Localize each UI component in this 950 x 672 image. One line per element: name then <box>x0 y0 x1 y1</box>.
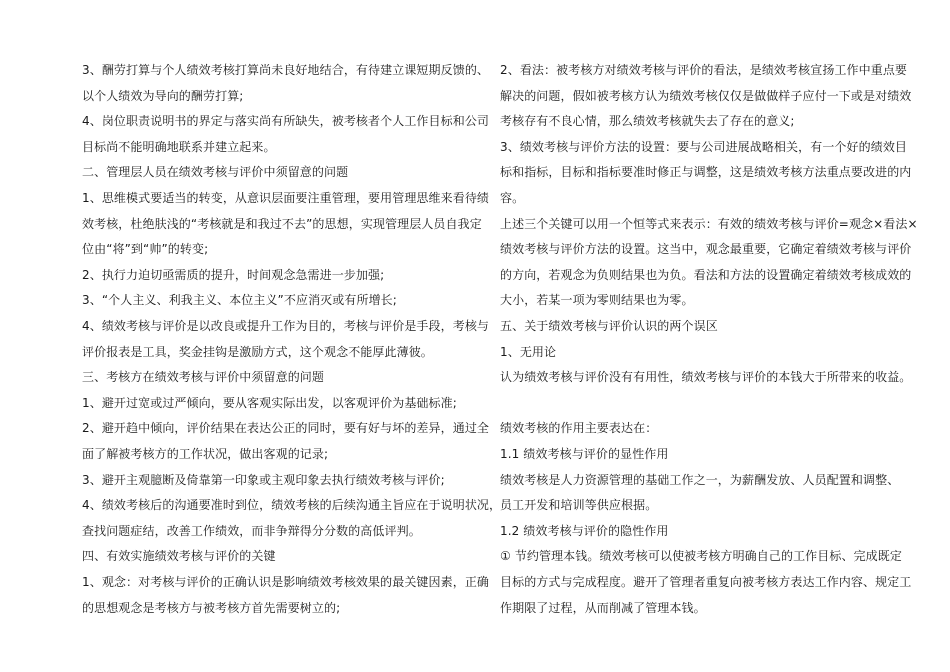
left-column-line: 3、“个人主义、利我主义、本位主义”不应消灭或有所增长; <box>82 293 397 307</box>
right-column-line: 五、关于绩效考核与评价认识的两个误区 <box>500 319 718 333</box>
right-column-line: 大小，若某一项为零则结果也为零。 <box>500 293 694 307</box>
right-column-line: 目标的方式与完成程度。避开了管理者重复向被考核方表达工作内容、规定工 <box>500 575 912 589</box>
right-column-line: 容。 <box>500 191 525 205</box>
left-column-line: 4、绩效考核后的沟通要准时到位，绩效考核的后续沟通主旨应在于说明状况， <box>82 498 502 512</box>
right-column-line: 2、看法：被考核方对绩效考核与评价的看法，是绩效考核宣扬工作中重点要 <box>500 63 908 77</box>
right-column-line: 的方向，若观念为负则结果也为负。看法和方法的设置确定着绩效考核成效的 <box>500 268 912 282</box>
right-column-line: 1.1 绩效考核与评价的显性作用 <box>500 447 669 461</box>
left-column-line: 4、岗位职责说明书的界定与落实尚有所缺失，被考核者个人工作目标和公司 <box>82 114 490 128</box>
right-column-line: 3、绩效考核与评价方法的设置：要与公司进展战略相关，有一个好的绩效目 <box>500 140 908 154</box>
left-column-line: 3、避开主观臆断及倚靠第一印象或主观印象去执行绩效考核与评价; <box>82 473 445 487</box>
left-column-line: 1、思维模式要适当的转变，从意识层面要注重管理，要用管理思维来看待绩 <box>82 191 490 205</box>
left-column-line: 面了解被考核方的工作状况，做出客观的记录; <box>82 447 329 461</box>
left-column-line: 的思想观念是考核方与被考核方首先需要树立的; <box>82 601 341 615</box>
left-column-line: 四、有效实施绩效考核与评价的关键 <box>82 549 276 563</box>
right-column-line: ① 节约管理本钱。绩效考核可以使被考核方明确自己的工作目标、完成既定 <box>500 549 902 563</box>
left-column-line: 3、酬劳打算与个人绩效考核打算尚未良好地结合，有待建立课短期反馈的、 <box>82 63 490 77</box>
left-column-line: 效考核，杜绝肤浅的“考核就是和我过不去”的思想，实现管理层人员自我定 <box>82 217 482 231</box>
left-column-line: 查找问题症结，改善工作绩效，而非争辩得分分数的高低评判。 <box>82 524 421 538</box>
left-column-line: 1、观念：对考核与评价的正确认识是影响绩效考核效果的最关键因素，正确 <box>82 575 490 589</box>
right-column-line: 员工开发和培训等供应根据。 <box>500 498 658 512</box>
left-column-line: 二、管理层人员在绩效考核与评价中须留意的问题 <box>82 165 349 179</box>
right-column-line: 1.2 绩效考核与评价的隐性作用 <box>500 524 669 538</box>
right-column-line: 绩效考核与评价方法的设置。这当中，观念最重要，它确定着绩效考核与评价 <box>500 242 912 256</box>
left-column-line: 1、避开过宽或过严倾向，要从客观实际出发，以客观评价为基础标准; <box>82 396 457 410</box>
right-column-line: 考核存有不良心情，那么绩效考核就失去了存在的意义; <box>500 114 795 128</box>
left-column-line: 目标尚不能明确地联系并建立起来。 <box>82 140 276 154</box>
left-column-line: 2、避开趋中倾向，评价结果在表达公正的同时，要有好与坏的差异，通过全 <box>82 421 490 435</box>
right-column-line: 绩效考核是人力资源管理的基础工作之一，为薪酬发放、人员配置和调整、 <box>500 473 900 487</box>
right-column-line: 1、无用论 <box>500 345 557 359</box>
right-column-line: 作期限了过程，从而削减了管理本钱。 <box>500 601 706 615</box>
left-column-line: 以个人绩效为导向的酬劳打算; <box>82 89 244 103</box>
right-column-line: 认为绩效考核与评价没有有用性，绩效考核与评价的本钱大于所带来的收益。 <box>500 370 912 384</box>
left-column-line: 位由“将”到“帅”的转变; <box>82 242 209 256</box>
left-column-line: 评价报表是工具，奖金挂钩是激励方式，这个观念不能厚此薄彼。 <box>82 345 433 359</box>
left-column-line: 2、执行力迫切亟需质的提升，时间观念急需进一步加强; <box>82 268 385 282</box>
left-column-line: 三、考核方在绩效考核与评价中须留意的问题 <box>82 370 325 384</box>
right-column-line: 绩效考核的作用主要表达在： <box>500 421 658 435</box>
left-column-line: 4、绩效考核与评价是以改良或提升工作为目的，考核与评价是手段，考核与 <box>82 319 490 333</box>
right-column-line: 上述三个关键可以用一个恒等式来表示：有效的绩效考核与评价=观念×看法× <box>500 217 918 231</box>
right-column-line: 标和指标，目标和指标要准时修正与调整，这是绩效考核方法重点要改进的内 <box>500 165 912 179</box>
right-column-line: 解决的问题，假如被考核方认为绩效考核仅仅是做做样子应付一下或是对绩效 <box>500 89 912 103</box>
